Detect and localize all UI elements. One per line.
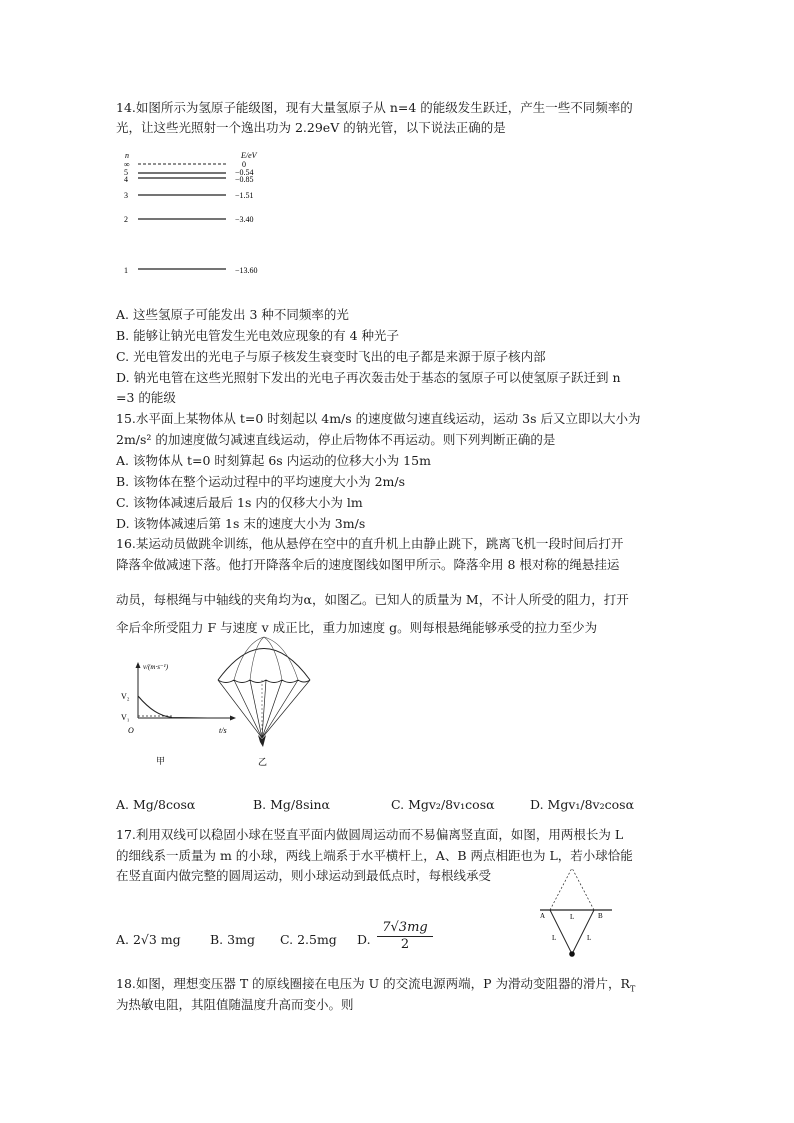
- level-n-3: 3: [124, 191, 128, 200]
- length-right-label: L: [587, 934, 592, 942]
- q18-stem-line1-text: 18.如图，理想变压器 T 的原线圈接在电压为 U 的交流电源两端，P 为滑动变阻器的滑片，R: [116, 976, 630, 991]
- q17-option-d-fraction: [377, 920, 433, 952]
- graph-origin-label: O: [128, 726, 134, 735]
- level-e-1: −13.60: [235, 266, 258, 275]
- q18-rt-subscript: T: [629, 984, 636, 994]
- q14-option-d-line1: D. 钠光电管在这些光照射下发出的光电子再次轰击处于基态的氢原子可以使氢原子跃迁到 n: [116, 370, 621, 385]
- level-n-4: 4: [124, 175, 128, 184]
- energy-level-diagram: [116, 148, 276, 280]
- fraction-numerator: 7√3mg: [377, 920, 433, 937]
- q16-stem-line3: 动员，每根绳与中轴线的夹角均为α，如图乙。已知人的质量为 M，不计人所受的阻力，打开: [116, 592, 629, 607]
- level-n-inf: ∞: [124, 160, 130, 169]
- q15-option-b: B. 该物体在整个运动过程中的平均速度大小为 2m/s: [116, 474, 406, 489]
- q15-stem-line1: 15.水平面上某物体从 t=0 时刻起以 4m/s 的速度做匀速直线运动，运动 3s 后又立即以大小为: [116, 411, 641, 426]
- q14-option-c: C. 光电管发出的光电子与原子核发生衰变时飞出的电子都是来源于原子核内部: [116, 349, 546, 364]
- q14-option-a: A. 这些氢原子可能发出 3 种不同频率的光: [116, 307, 349, 322]
- q17-stem-line1: 17.利用双线可以稳固小球在竖直平面内做圆周运动而不易偏离竖直面，如图，用两根长为 L: [116, 827, 624, 842]
- q18-stem-line2: 为热敏电阻，其阻值随温度升高而变小。则: [116, 997, 354, 1012]
- q17-option-d-label: D.: [357, 932, 371, 947]
- q14-option-b: B. 能够让钠光电管发生光电效应现象的有 4 种光子: [116, 328, 400, 343]
- graph-v2-label: V₂: [121, 692, 130, 701]
- e-header: E/eV: [241, 151, 257, 160]
- length-left-label: L: [552, 934, 557, 942]
- level-e-4: −0.85: [235, 175, 254, 184]
- q14-stem-line2: 光，让这些光照射一个逸出功为 2.29eV 的钠光管，以下说法正确的是: [116, 120, 506, 135]
- n-header: n: [125, 151, 129, 160]
- q14-option-d-line2: =3 的能级: [116, 390, 176, 405]
- q17-option-a: A. 2√3 mg: [116, 932, 181, 947]
- length-top-label: L: [570, 913, 575, 921]
- level-e-5: −0.54: [235, 168, 254, 177]
- q17-option-b: B. 3mg: [210, 932, 255, 947]
- q16-option-b: B. Mg/8sinα: [253, 797, 331, 812]
- q16-stem-line2: 降落伞做减速下落。他打开降落伞后的速度图线如图甲所示。降落伞用 8 根对称的绳悬挂运: [116, 557, 620, 572]
- level-e-3: −1.51: [235, 191, 254, 200]
- graph-x-label: t/s: [219, 726, 227, 735]
- level-n-1: 1: [124, 266, 128, 275]
- graph-caption: 甲: [156, 756, 166, 766]
- q16-stem-line1: 16.某运动员做跳伞训练，他从悬停在空中的直升机上由静止跳下，跳离飞机一段时间后打开: [116, 536, 624, 551]
- level-e-inf: 0: [242, 160, 246, 169]
- q16-option-d: D. Mgv₁/8v₂cosα: [530, 797, 635, 812]
- q14-stem-line1: 14.如图所示为氢原子能级图，现有大量氢原子从 n=4 的能级发生跃迁，产生一些不同频率的: [116, 100, 633, 115]
- q15-option-a: A. 该物体从 t=0 时刻算起 6s 内运动的位移大小为 15m: [116, 453, 431, 468]
- q16-option-c: C. Mgv₂/8v₁cosα: [391, 797, 495, 812]
- point-a-label: A: [540, 912, 546, 920]
- level-e-2: −3.40: [235, 215, 254, 224]
- q15-option-d: D. 该物体减速后第 1s 末的速度大小为 3m/s: [116, 516, 366, 531]
- q17-stem-line3: 在竖直面内做完整的圆周运动，则小球运动到最低点时，每根线承受: [116, 868, 492, 883]
- chute-caption: 乙: [258, 757, 268, 767]
- graph-y-label: v/(m·s⁻¹): [143, 663, 169, 671]
- point-b-label: B: [598, 912, 603, 920]
- q16-option-a: A. Mg/8cosα: [116, 797, 196, 812]
- level-n-5: 5: [124, 168, 128, 177]
- level-n-2: 2: [124, 215, 128, 224]
- q17-option-c: C. 2.5mg: [280, 932, 337, 947]
- q15-option-c: C. 该物体减速后最后 1s 内的仅移大小为 lm: [116, 495, 363, 510]
- graph-v1-label: V₁: [121, 713, 130, 722]
- q15-stem-line2: 2m/s² 的加速度做匀减速直线运动，停止后物体不再运动。则下列判断正确的是: [116, 432, 556, 447]
- q18-stem-line1: [116, 975, 635, 999]
- q16-stem-line4: 伞后伞所受阻力 F 与速度 v 成正比，重力加速度 g。则每根悬绳能够承受的拉力至少为: [116, 620, 598, 635]
- q17-stem-line2: 的细线系一质量为 m 的小球，两线上端系于水平横杆上，A、B 两点相距也为 L，若小球恰能: [116, 848, 633, 863]
- parachute-figure: [214, 635, 314, 770]
- two-string-pendulum-figure: [532, 866, 622, 962]
- fraction-denominator: 2: [400, 937, 410, 952]
